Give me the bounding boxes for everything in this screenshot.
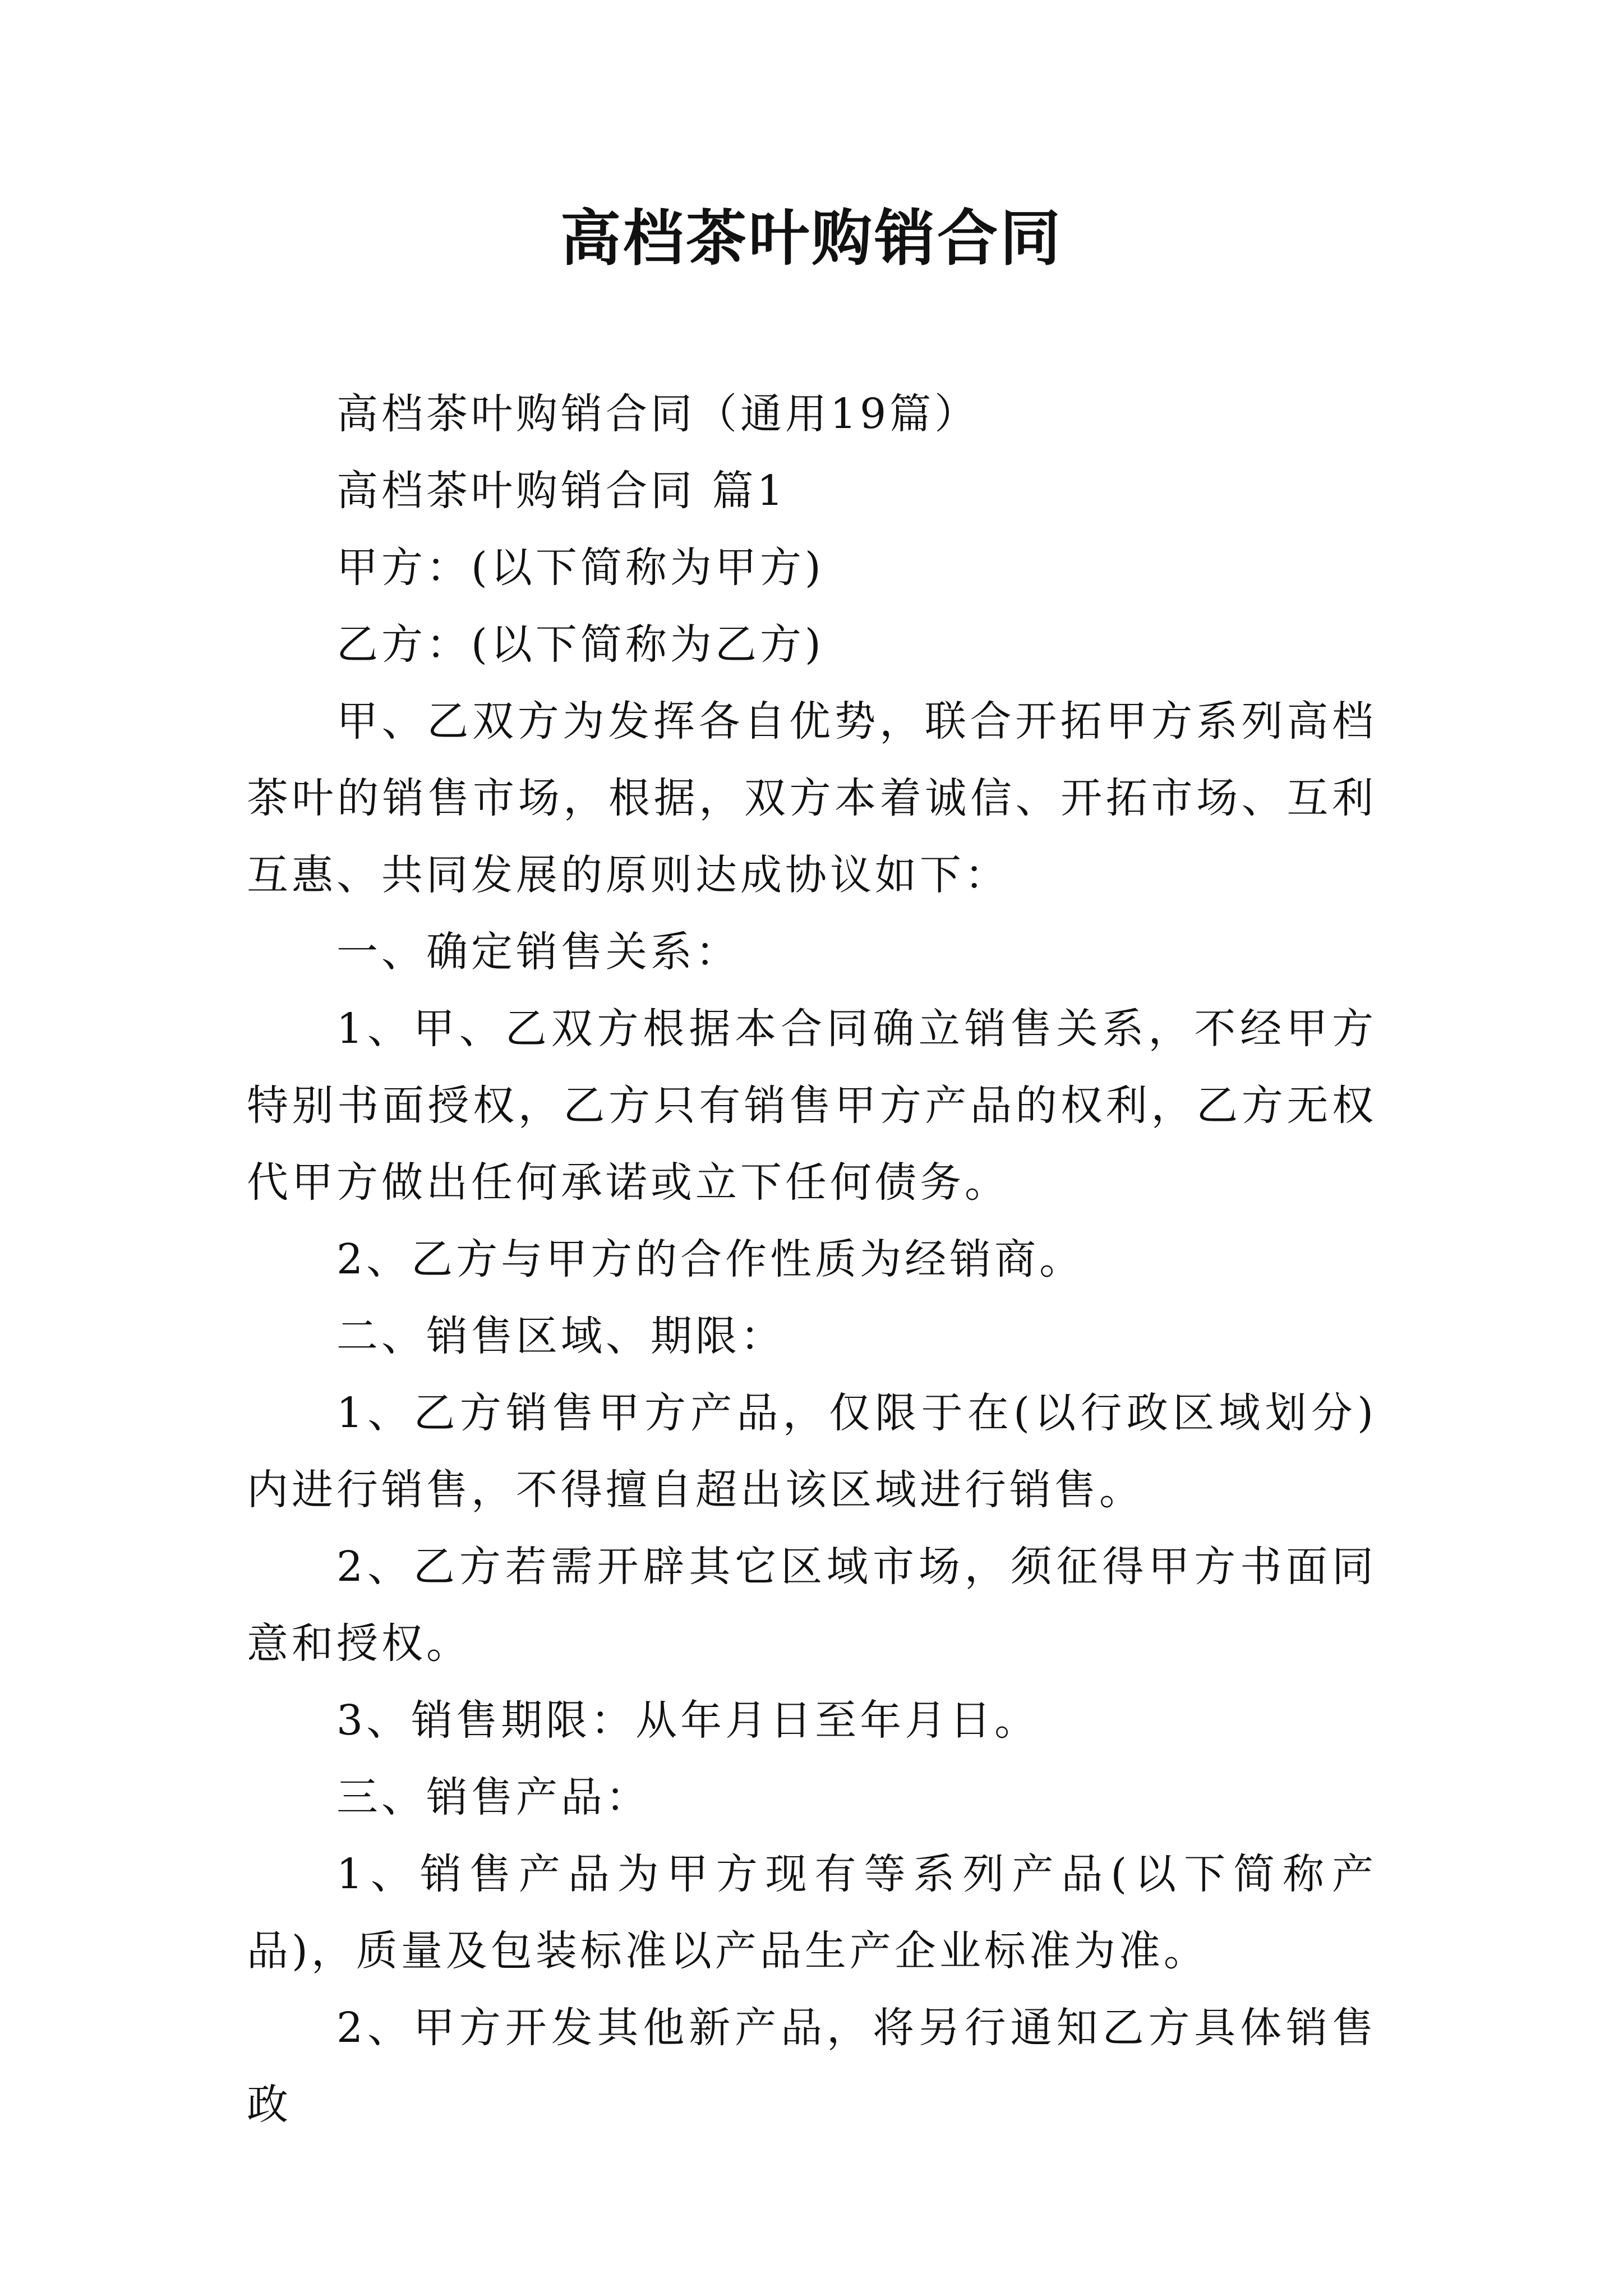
- document-title: 高档茶叶购销合同: [560, 203, 1063, 274]
- clause-1-2: 2、乙方与甲方的合作性质为经销商。: [336, 1235, 1085, 1283]
- section-heading-2: 二、销售区域、期限：: [336, 1312, 785, 1360]
- paragraph-subtitle: 高档茶叶购销合同（通用19篇）: [336, 390, 980, 438]
- clause-3-1: 1、销售产品为甲方现有等系列产品(以下简称产品)，质量及包装标准以产品生产企业标准为准。: [247, 1850, 1377, 1975]
- section-heading-1: 一、确定销售关系：: [336, 928, 740, 976]
- paragraph-party-b: 乙方：(以下简称为乙方): [336, 620, 824, 669]
- clause-2-1: 1、乙方销售甲方产品，仅限于在(以行政区域划分)内进行销售，不得擅自超出该区域进行销售。: [247, 1389, 1377, 1514]
- paragraph-article-heading: 高档茶叶购销合同 篇1: [336, 467, 787, 515]
- clause-3-2: 2、甲方开发其他新产品，将另行通知乙方具体销售政: [247, 2004, 1377, 2129]
- paragraph-preamble: 甲、乙双方为发挥各自优势，联合开拓甲方系列高档茶叶的销售市场，根据，双方本着诚信、开拓市场、互利互惠、共同发展的原则达成协议如下：: [247, 697, 1377, 899]
- clause-2-2: 2、乙方若需开辟其它区域市场，须征得甲方书面同意和授权。: [247, 1543, 1377, 1668]
- paragraph-party-a: 甲方：(以下简称为甲方): [336, 544, 824, 592]
- clause-1-1: 1、甲、乙双方根据本合同确立销售关系，不经甲方特别书面授权，乙方只有销售甲方产品的权利，乙方无权代甲方做出任何承诺或立下任何债务。: [247, 1005, 1377, 1207]
- clause-2-3: 3、销售期限：从年月日至年月日。: [336, 1696, 1040, 1745]
- section-heading-3: 三、销售产品：: [336, 1773, 651, 1821]
- document-body: [247, 376, 1377, 2143]
